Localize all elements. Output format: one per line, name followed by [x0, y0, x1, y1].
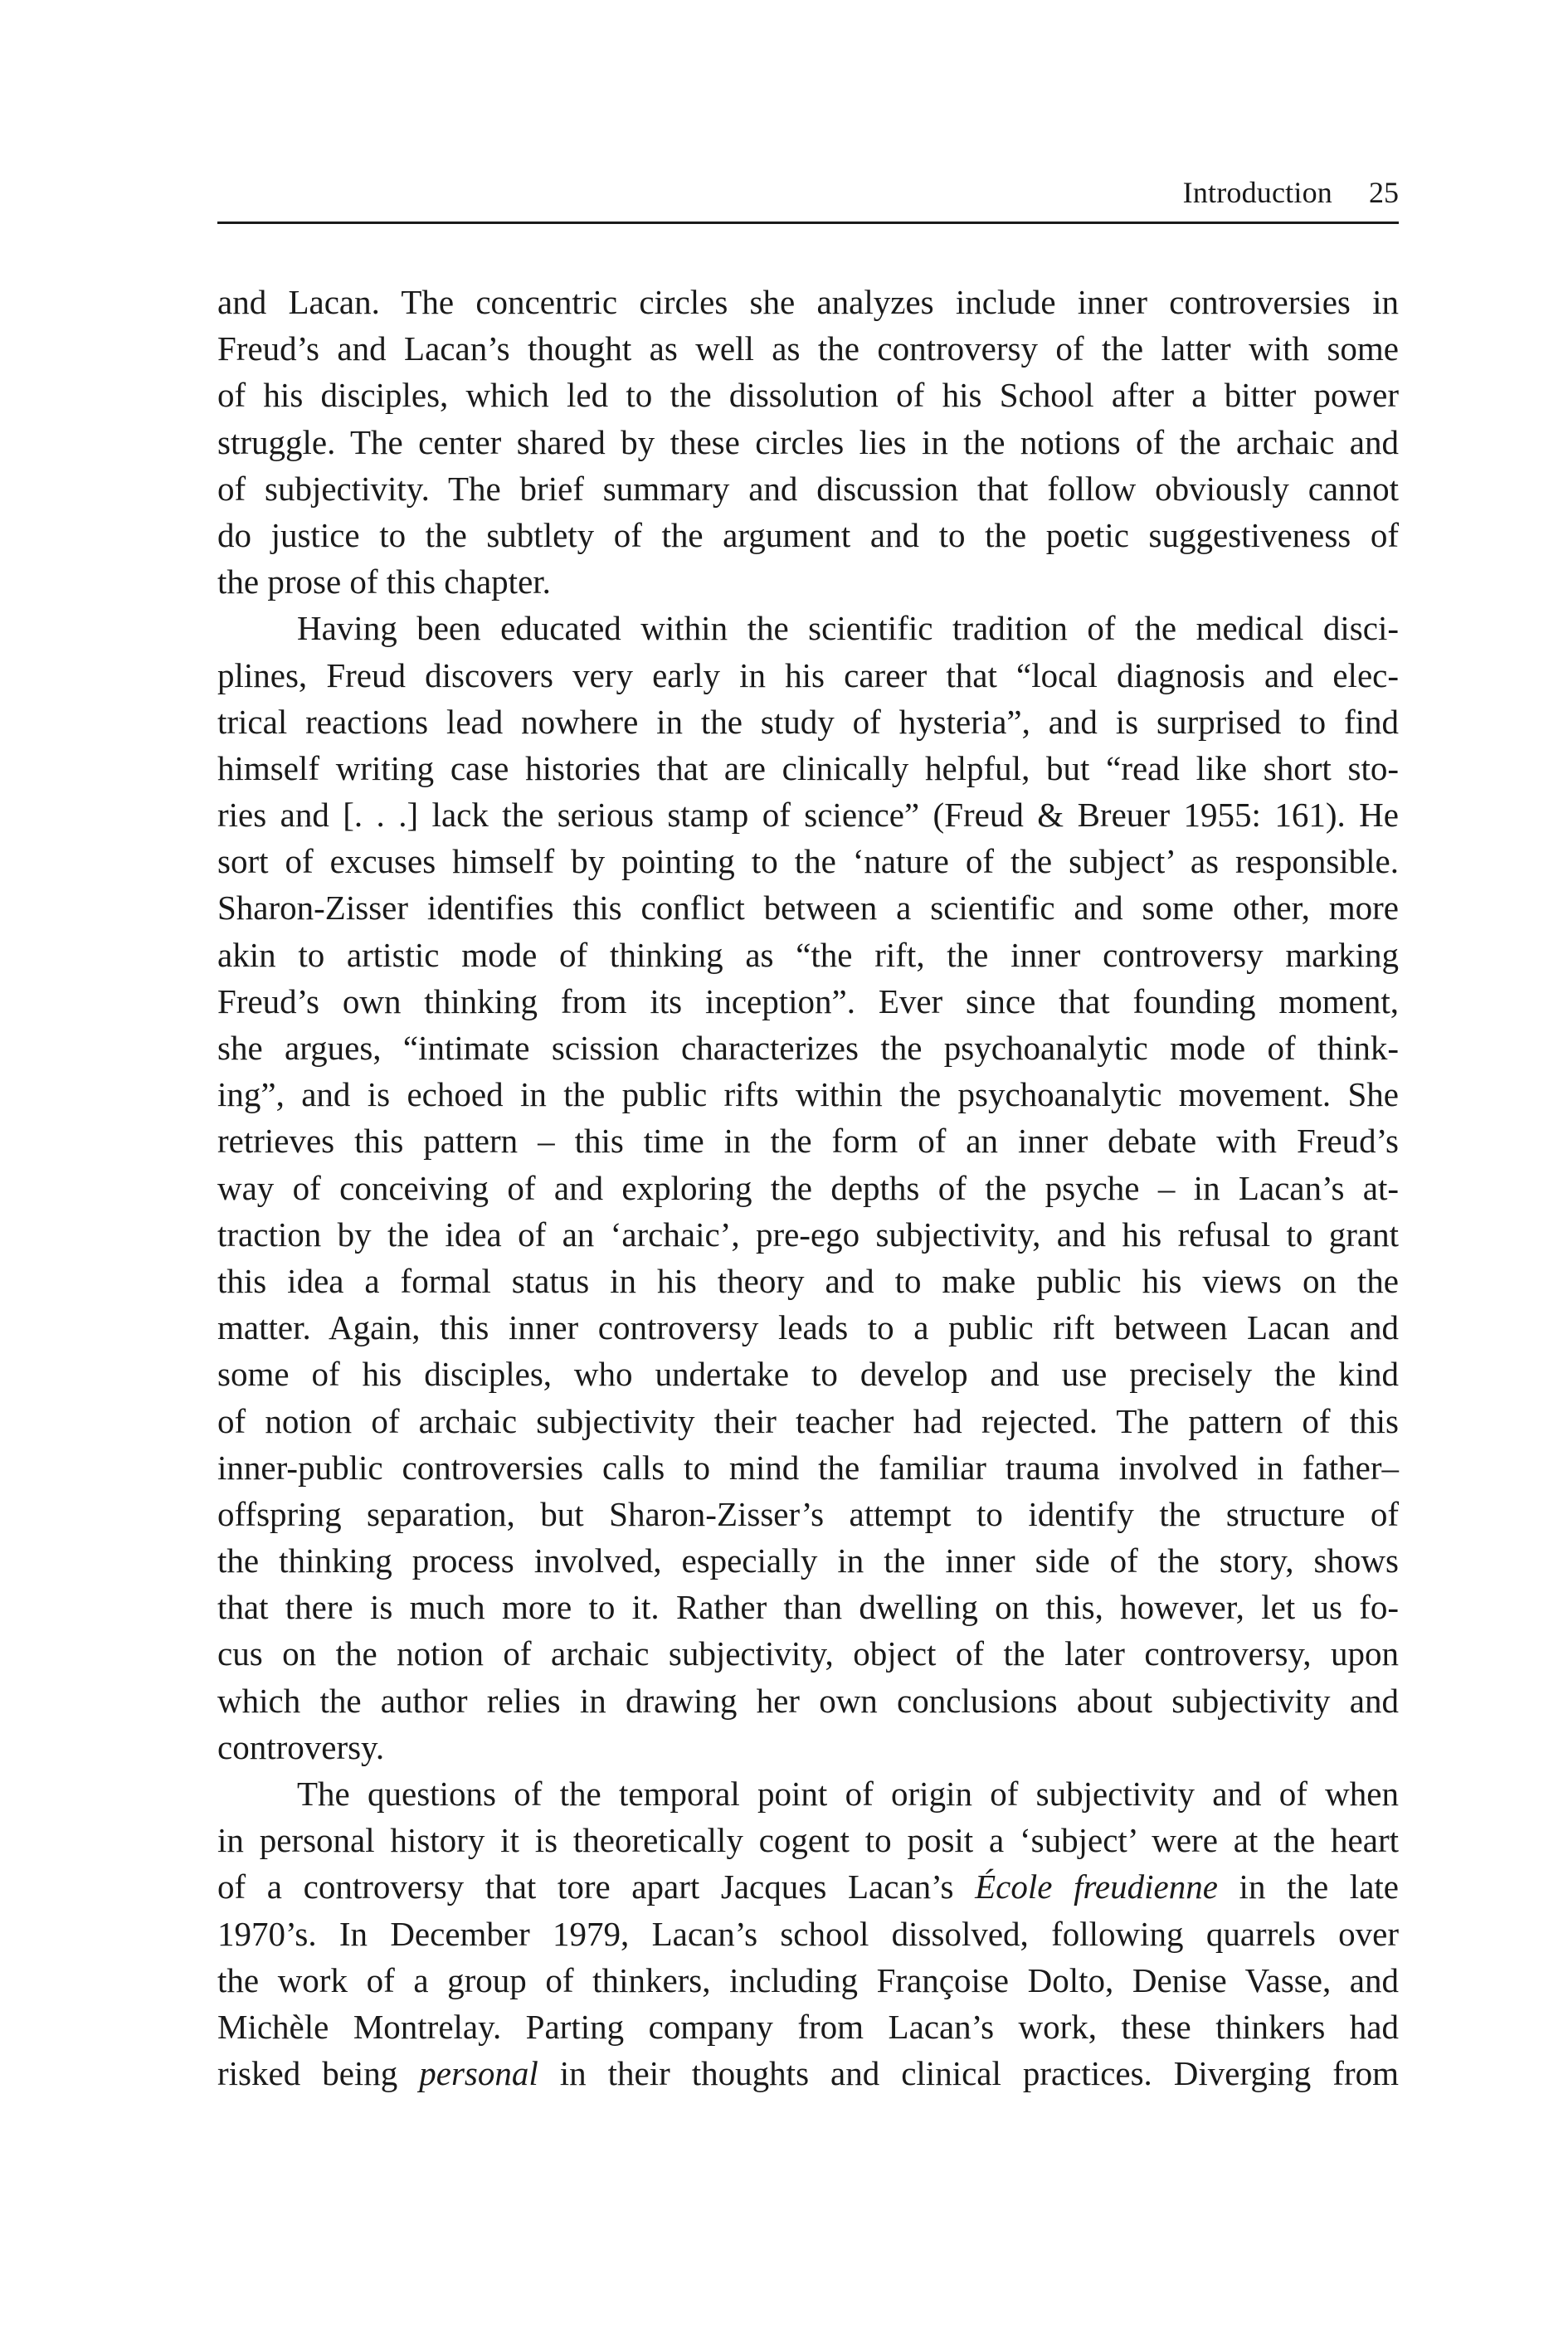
text-line: the work of a group of thinkers, including Françoise Dolto, Denise Vasse, and — [217, 1960, 1399, 1999]
paragraph-3 — [217, 1770, 1399, 2096]
text-line: of subjectivity. The brief summary and discussion that follow obviously cannot — [217, 469, 1399, 508]
paragraph-2 — [217, 605, 1399, 1770]
text-line: that there is much more to it. Rather than dwelling on this, however, let us fo- — [217, 1588, 1399, 1627]
text-line: The questions of the temporal point of origin of subjectivity and of when — [297, 1775, 1399, 1813]
text-line: 1970’s. In December 1979, Lacan’s school dissolved, following quarrels over — [217, 1914, 1399, 1953]
text-line: matter. Again, this inner controversy leads to a public rift between Lacan and — [217, 1308, 1399, 1347]
text-line: the prose of this chapter. — [217, 562, 551, 601]
text-line: Having been educated within the scientific tradition of the medical disci- — [297, 609, 1399, 648]
text-line: struggle. The center shared by these circles lies in the notions of the archaic and — [217, 422, 1399, 461]
text-line: of a controversy that tore apart Jacques Lacan’s École freudienne in the late — [217, 1867, 1399, 1906]
text-line: plines, Freud discovers very early in his career that “local diagnosis and elec- — [217, 655, 1399, 694]
text-line: Michèle Montrelay. Parting company from Lacan’s work, these thinkers had — [217, 2007, 1399, 2046]
text-line: which the author relies in drawing her own conclusions about subjectivity and — [217, 1681, 1399, 1720]
text-line: Sharon-Zisser identifies this conflict between a scientific and some other, more — [217, 889, 1399, 928]
text-line: Freud’s and Lacan’s thought as well as the controversy of the latter with some — [217, 329, 1399, 368]
text-line: controversy. — [217, 1727, 385, 1766]
body-text — [217, 279, 1399, 2096]
text-line: in personal history it is theoretically cogent to posit a ‘subject’ were at the heart — [217, 1821, 1399, 1860]
text-line: himself writing case histories that are clinically helpful, but “read like short sto- — [217, 748, 1399, 787]
page-number: 25 — [1369, 176, 1399, 209]
text-line: sort of excuses himself by pointing to the ‘nature of the subject’ as responsible. — [217, 842, 1399, 881]
text-line: of his disciples, which led to the dissolution of his School after a bitter power — [217, 376, 1399, 415]
text-line: offspring separation, but Sharon-Zisser’s attempt to identify the structure of — [217, 1494, 1399, 1533]
section-title: Introduction — [1182, 176, 1332, 209]
text-line: traction by the idea of an ‘archaic’, pre-ego subjectivity, and his refusal to grant — [217, 1215, 1399, 1254]
text-line: this idea a formal status in his theory and to make public his views on the — [217, 1261, 1399, 1300]
text-line: akin to artistic mode of thinking as “the rift, the inner controversy marking — [217, 935, 1399, 974]
emphasis-text: École freudienne — [975, 1867, 1218, 1906]
text-line: do justice to the subtlety of the argument and to the poetic suggestiveness of — [217, 515, 1399, 554]
paragraph-1 — [217, 279, 1399, 605]
text-line: some of his disciples, who undertake to develop and use precisely the kind — [217, 1355, 1399, 1394]
text-line: ing”, and is echoed in the public rifts within the psychoanalytic movement. She — [217, 1075, 1399, 1114]
text-line: inner-public controversies calls to mind the familiar trauma involved in father– — [217, 1448, 1399, 1487]
text-line: the thinking process involved, especially in the inner side of the story, shows — [217, 1541, 1399, 1580]
text-line: way of conceiving of and exploring the depths of the psyche – in Lacan’s at- — [217, 1168, 1399, 1207]
text-line: risked being personal in their thoughts and clinical practices. Diverging from — [217, 2054, 1399, 2093]
text-line: trical reactions lead nowhere in the study of hysteria”, and is surprised to find — [217, 702, 1399, 741]
text-line: ries and [. . .] lack the serious stamp of science” (Freud & Breuer 1955: 161). He — [217, 796, 1399, 835]
running-head — [217, 171, 1399, 224]
text-line: Freud’s own thinking from its inception”. Ever since that founding moment, — [217, 981, 1399, 1020]
text-line: she argues, “intimate scission characterizes the psychoanalytic mode of think- — [217, 1029, 1399, 1067]
text-line: retrieves this pattern – this time in the form of an inner debate with Freud’s — [217, 1122, 1399, 1161]
text-line: and Lacan. The concentric circles she analyzes include inner controversies in — [217, 283, 1399, 321]
emphasis-text: personal — [419, 2054, 538, 2093]
text-line: of notion of archaic subjectivity their teacher had rejected. The pattern of this — [217, 1401, 1399, 1440]
text-line: cus on the notion of archaic subjectivity, object of the later controversy, upon — [217, 1634, 1399, 1673]
